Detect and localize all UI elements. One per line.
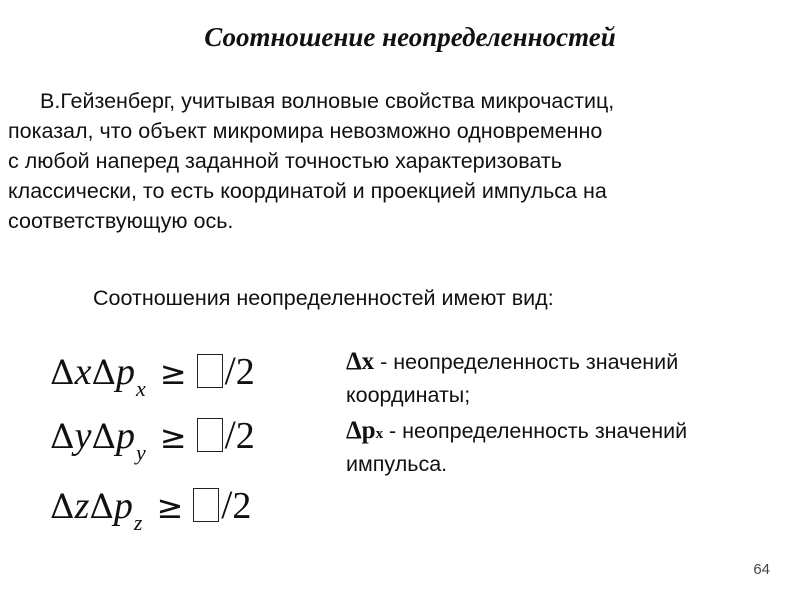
delta-symbol: Δ bbox=[50, 417, 75, 457]
intro-line-5: соответствующую ось. bbox=[8, 209, 234, 233]
delta-symbol: Δ bbox=[50, 353, 75, 393]
relations-heading: Соотношения неопределенностей имеют вид: bbox=[93, 286, 554, 310]
definition-coordinate bbox=[346, 347, 786, 410]
intro-line-4: классически, то есть координатой и проекцией импульса на bbox=[8, 179, 607, 203]
uncertainty-formula-x bbox=[50, 346, 255, 401]
momentum-symbol: p bbox=[116, 415, 135, 457]
denominator: 2 bbox=[232, 485, 252, 527]
page-number: 64 bbox=[753, 561, 770, 578]
geq-sign: ≥ bbox=[159, 418, 187, 456]
definition-symbol: Δp bbox=[346, 417, 376, 444]
intro-line-2: показал, что объект микромира невозможно одновременно bbox=[8, 119, 603, 143]
intro-paragraph bbox=[8, 86, 768, 236]
denominator: 2 bbox=[235, 351, 255, 393]
delta-symbol: Δ bbox=[89, 487, 114, 527]
formula-variable: x bbox=[74, 351, 92, 393]
definition-text: - неопределенность значений импульса. bbox=[346, 419, 688, 476]
definitions-block bbox=[346, 347, 786, 485]
intro-line-1: В.Гейзенберг, учитывая волновые свойства микрочастиц, bbox=[40, 89, 615, 113]
geq-sign: ≥ bbox=[156, 488, 184, 526]
geq-sign: ≥ bbox=[159, 354, 187, 392]
momentum-symbol: p bbox=[116, 351, 135, 393]
momentum-subscript: z bbox=[133, 510, 143, 535]
denominator: 2 bbox=[235, 415, 255, 457]
momentum-subscript: y bbox=[136, 440, 146, 465]
missing-glyph-box bbox=[197, 354, 223, 388]
intro-line-3: с любой наперед заданной точностью характеризовать bbox=[8, 149, 562, 173]
formula-variable: y bbox=[74, 415, 92, 457]
momentum-subscript: x bbox=[136, 376, 146, 401]
definition-symbol: Δx bbox=[346, 348, 375, 375]
missing-glyph-box bbox=[193, 488, 219, 522]
delta-symbol: Δ bbox=[91, 417, 116, 457]
uncertainty-formula-y bbox=[50, 410, 255, 465]
momentum-symbol: p bbox=[113, 485, 133, 527]
definition-momentum bbox=[346, 416, 786, 479]
uncertainty-formula-z bbox=[50, 480, 252, 535]
definition-subscript: x bbox=[375, 426, 384, 442]
fraction-slash: / bbox=[221, 482, 233, 527]
delta-symbol: Δ bbox=[50, 487, 75, 527]
slide-title: Соотношение неопределенностей bbox=[204, 22, 616, 52]
definition-text: - неопределенность значений координаты; bbox=[346, 350, 679, 407]
missing-glyph-box bbox=[197, 418, 223, 452]
fraction-slash: / bbox=[224, 412, 236, 457]
formula-variable: z bbox=[74, 485, 90, 527]
delta-symbol: Δ bbox=[91, 353, 116, 393]
fraction-slash: / bbox=[224, 348, 236, 393]
